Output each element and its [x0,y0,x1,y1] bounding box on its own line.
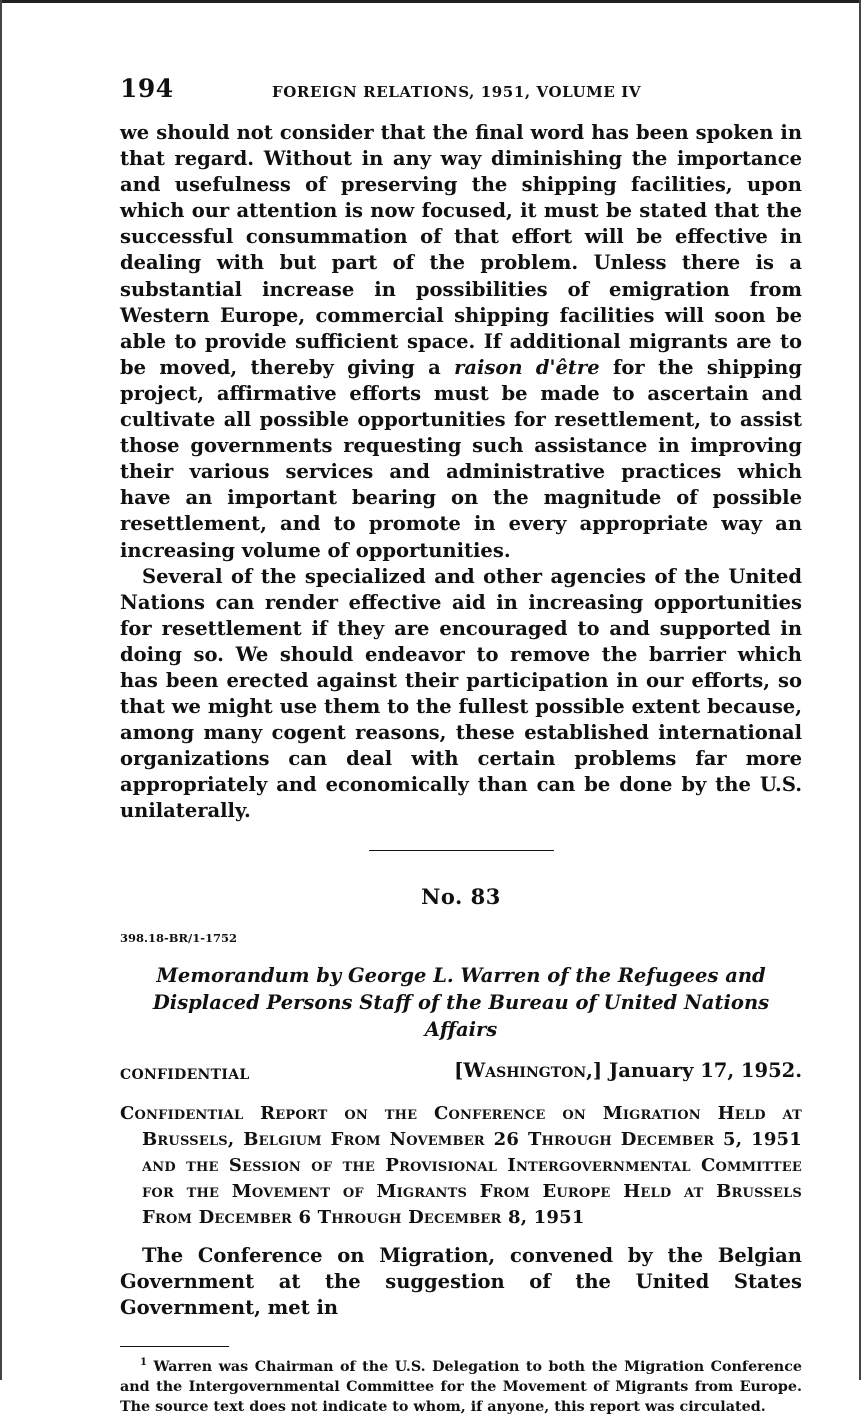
continued-text [120,120,802,825]
paragraph-report-start: The Conference on Migration, convened by the Belgian Government at the suggestion of the United States Government, met in [120,1243,802,1319]
report-title: Confidential Report on the Conference on Migration Held at Brussels, Belgium From November 26 Through December 5, 1951 and the Session of the Provisional Intergovernmental Committee for the Movement of Migrants From Europe Held at Brussels From December 6 Through December 8, 1951 [120,1102,802,1228]
document-page [120,74,802,1417]
footnote-text: Warren was Chairman of the U.S. Delegation to both the Migration Conference and the Intergovernmental Committee for the Movement of Migrants from Europe. The source text does not indicate to whom, if anyone, this report was circulated. [120,1358,803,1415]
classification-label: CONFIDENTIAL [120,1066,250,1083]
paragraph-text-1a: we should not consider that the final word has been spoken in that regard. Without in any way diminishing the importance and usefulness of preserving the shipping facilities, upon which our attention is now focused, it must be stated that the successful consummation of that effort will be effective in dealing with but part of the problem. Unless there is a substantial increase in possibilities of emigration from Western Europe, commercial shipping facilities will soon be able to provide sufficient space. If additional migrants are to be moved, thereby giving a [120,121,802,379]
running-head: FOREIGN RELATIONS, 1951, VOLUME IV [272,83,642,101]
document-number: No. 83 [421,883,501,909]
scan-top-border [0,0,861,3]
footnote [120,1353,802,1417]
paragraph-2: Several of the specialized and other agencies of the United Nations can render effective aid in increasing opportunities for resettlement if they are encouraged to and supported in doing so. We should endeavor to remove the barrier which has been erected against their participation in our efforts, so that we might use them to the fullest possible extent because, among many cogent reasons, these established international organizations can deal with certain problems far more appropriately and economically than can be done by the U.S. unilaterally. [120,564,802,823]
file-number: 398.18-BR/1-1752 [120,930,238,945]
report-body [120,1243,802,1321]
dateline [454,1059,802,1082]
paragraph-text-1b: for the shipping project, affirmative efforts must be made to ascertain and cultivate all possible opportunities for resettlement, to assist those governments requesting such assistance in improving their various services and administrative practices which have an important bearing on the magnitude of possible resettlement, and to promote in every appropriate way an increasing volume of opportunities. [120,355,802,562]
page-number: 194 [120,74,174,103]
memo-title: Memorandum by George L. Warren of the Refugees and Displaced Persons Staff of the Bureau of United Nations Affairs [152,963,770,1041]
page-header [120,74,802,108]
footnote-divider [120,1346,229,1347]
dateline-place: [Washington,] [454,1058,603,1082]
italic-phrase: raison d'être [454,355,600,379]
footnote-marker: 1 [140,1356,147,1368]
classification-row [120,1059,802,1089]
scan-left-border [0,0,2,1380]
paragraph-continued [120,120,802,564]
section-divider [369,850,554,851]
dateline-date: January 17, 1952. [608,1058,802,1082]
